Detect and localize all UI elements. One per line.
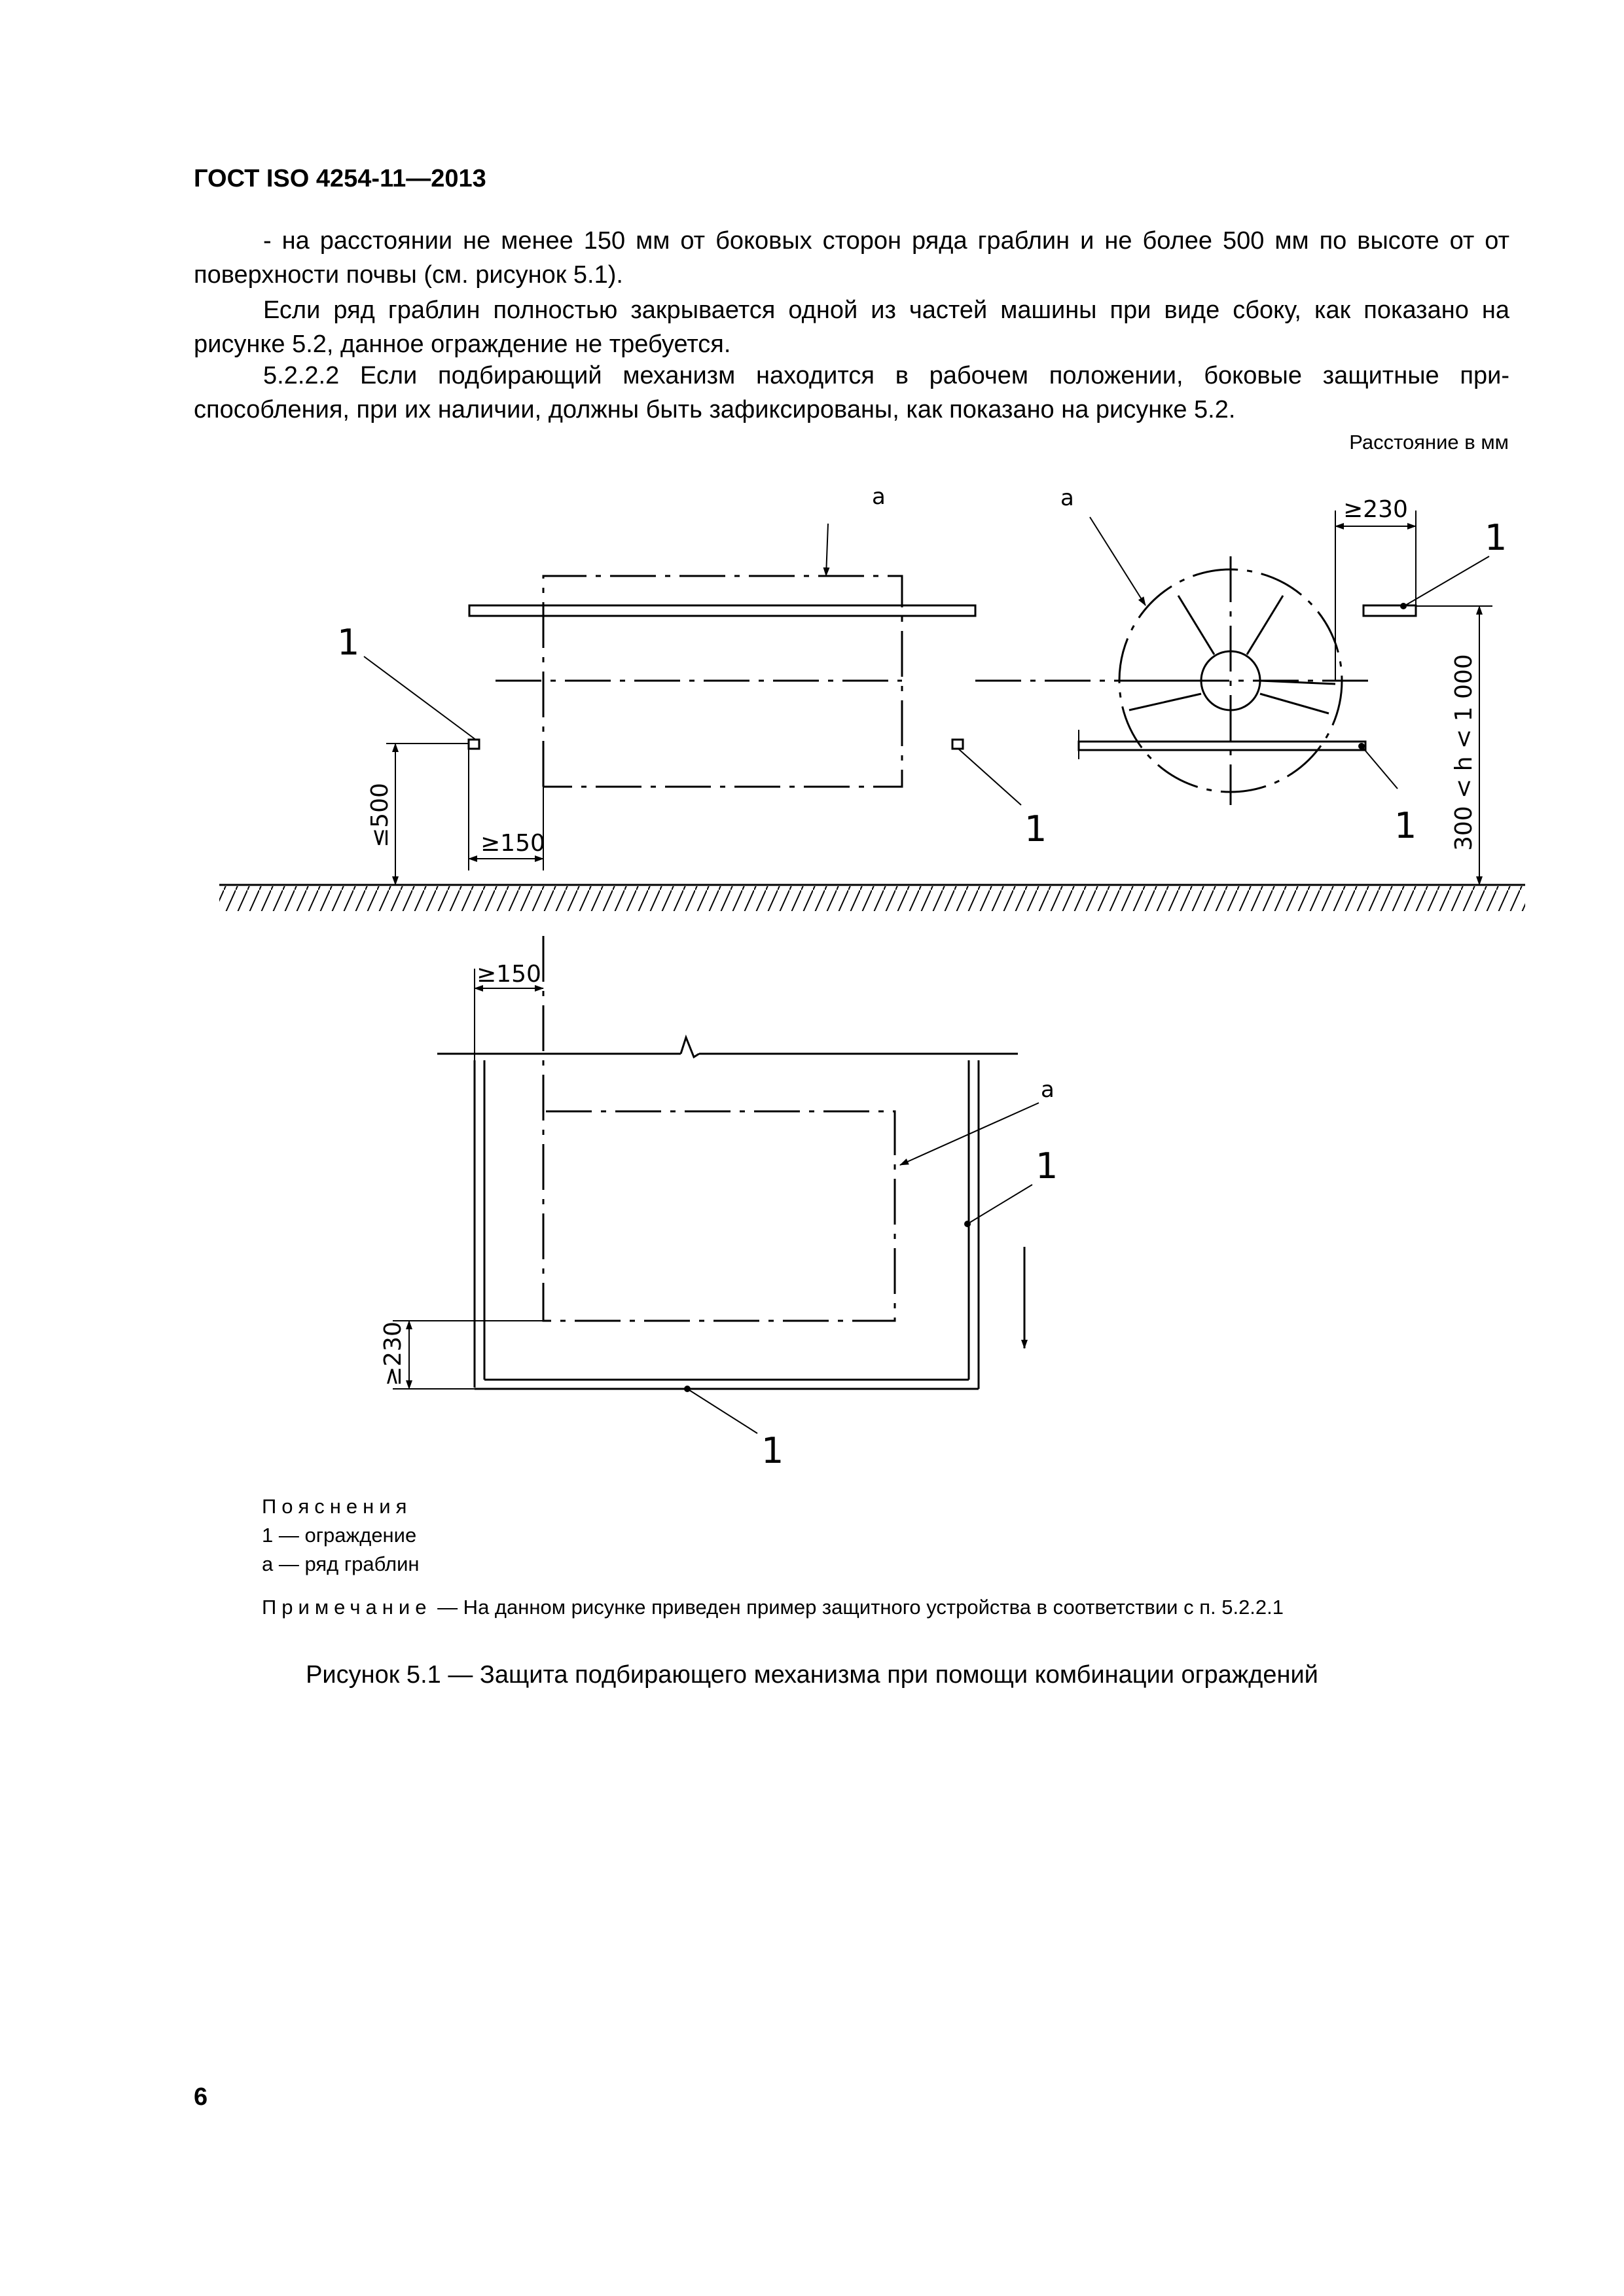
paragraph-no-guard-required: Если ряд граблин полностью закрывается одной из частей машины при виде сбоку, как показано на рисунке 5.2, данное ограждение не требуется.: [194, 296, 1509, 358]
figure-caption: Рисунок 5.1 — Защита подбирающего механизма при помощи комбинации ограждений: [306, 1661, 1318, 1689]
figure-note: [262, 1596, 1284, 1619]
leader-guard-left: [364, 656, 477, 740]
label-guard-1c: 1: [1485, 517, 1507, 558]
note-label: Примечание: [262, 1596, 432, 1619]
label-guard-1e: 1: [1036, 1145, 1058, 1187]
leader-guard-top-right: [1404, 556, 1489, 606]
plan-view: [393, 936, 1039, 1433]
dim-ge230-side: ≥230: [1343, 496, 1408, 523]
label-a-plan: a: [1041, 1077, 1055, 1103]
top-right-guard: [1363, 605, 1416, 616]
top-guard-bar: [469, 605, 975, 616]
ground-hatch: [219, 886, 1525, 911]
document-header: ГОСТ ISO 4254-11—2013: [194, 165, 486, 192]
legend-item-rake-row: a — ряд граблин: [262, 1552, 420, 1575]
dim-le500: ≤500: [367, 783, 393, 848]
label-guard-1f: 1: [761, 1430, 784, 1471]
leader-guard-plan-bottom: [687, 1389, 757, 1433]
legend-title: Пояснения: [262, 1495, 412, 1518]
dim-ge150-side: ≥150: [480, 830, 545, 857]
label-guard-1d: 1: [1394, 805, 1417, 846]
units-note: Расстояние в мм: [1349, 431, 1509, 454]
leader-dots: [684, 603, 1407, 1392]
guard-marker-right: [952, 740, 963, 749]
dim-ge230-plan: ≥230: [380, 1321, 406, 1386]
leader-a-left: [826, 524, 828, 576]
paragraph-distance-requirement: - на расстоянии не менее 150 мм от боковых сторон ряда граблин и не более 500 мм по высоте от от поверхности почвы (см. рисунок 5.1).: [194, 227, 1509, 289]
page-number: 6: [194, 2083, 208, 2111]
leader-guard-right: [958, 749, 1021, 805]
leader-guard-bottom: [1362, 746, 1398, 789]
note-text: — На данном рисунке приведен пример защитного устройства в соответствии с п. 5.2.2.1: [437, 1596, 1284, 1619]
dim-h-range: 300 < h < 1 000: [1451, 654, 1477, 851]
dim-ge150-plan: ≥150: [477, 961, 541, 988]
rake-row-plan: [543, 936, 895, 1321]
bottom-guard-bar: [1079, 742, 1365, 750]
leader-a-right: [1090, 517, 1146, 605]
side-view-left: [364, 524, 1021, 885]
guard-marker-left: [469, 740, 479, 749]
label-a-left: a: [872, 484, 886, 510]
leader-guard-plan-side: [967, 1185, 1032, 1224]
label-guard-1b: 1: [1024, 808, 1047, 850]
label-a-right: a: [1060, 485, 1074, 511]
paragraph-5-2-2-2: 5.2.2.2 Если подбирающий механизм находится в рабочем положении, боковые защитные при-способления, при их наличии, должны быть зафиксированы, как показано на рисунке 5.2.: [194, 362, 1509, 423]
label-guard-1a: 1: [337, 622, 360, 663]
legend-item-guard: 1 — ограждение: [262, 1524, 417, 1547]
